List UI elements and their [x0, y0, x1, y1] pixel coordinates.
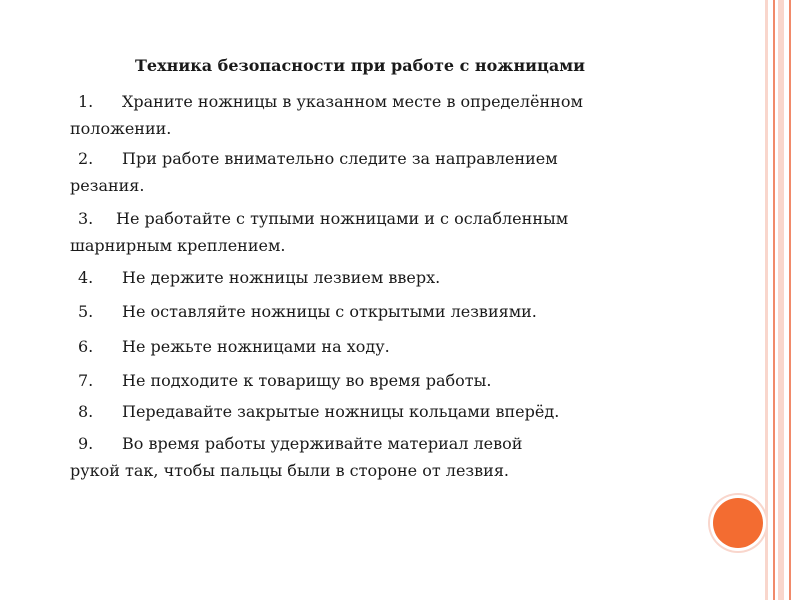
item-text: При работе внимательно следите за направлением: [122, 149, 558, 168]
list-item: [70, 367, 660, 394]
list-item: [70, 430, 660, 484]
item-number: 4.: [78, 268, 94, 287]
item-text: Не оставляйте ножницы с открытыми лезвиями.: [122, 302, 537, 321]
item-number: 3.: [78, 209, 94, 228]
item-text: Не работайте с тупыми ножницами и с ослабленным: [116, 209, 569, 228]
item-text-cont: положении.: [70, 119, 172, 138]
item-text: Передавайте закрытые ножницы кольцами вперёд.: [122, 402, 560, 421]
decor-line-2: [773, 0, 775, 600]
item-number: 9.: [78, 434, 94, 453]
item-text-cont: резания.: [70, 176, 145, 195]
item-text: Во время работы удерживайте материал левой: [122, 434, 523, 453]
list-item: [70, 398, 660, 425]
list-item: [70, 145, 660, 199]
item-text: Не подходите к товарищу во время работы.: [122, 371, 492, 390]
decor-line-4: [789, 0, 791, 600]
slide-title: Техника безопасности при работе с ножницами: [134, 56, 585, 75]
decor-line-3: [778, 0, 784, 600]
list-item: [70, 333, 660, 360]
decor-circle: [713, 498, 763, 548]
item-number: 1.: [78, 92, 94, 111]
item-text: Храните ножницы в указанном месте в определённом: [122, 92, 583, 111]
list-item: [70, 88, 660, 142]
item-number: 5.: [78, 302, 94, 321]
item-text: Не держите ножницы лезвием вверх.: [122, 268, 441, 287]
list-item: [70, 264, 660, 291]
item-text-cont: рукой так, чтобы пальцы были в стороне от лезвия.: [70, 461, 509, 480]
list-item: [70, 205, 660, 259]
list-item: [70, 298, 660, 325]
decor-line-1: [765, 0, 768, 600]
item-number: 2.: [78, 149, 94, 168]
item-text: Не режьте ножницами на ходу.: [122, 337, 390, 356]
item-number: 7.: [78, 371, 94, 390]
item-text-cont: шарнирным креплением.: [70, 236, 286, 255]
item-number: 8.: [78, 402, 94, 421]
item-number: 6.: [78, 337, 94, 356]
